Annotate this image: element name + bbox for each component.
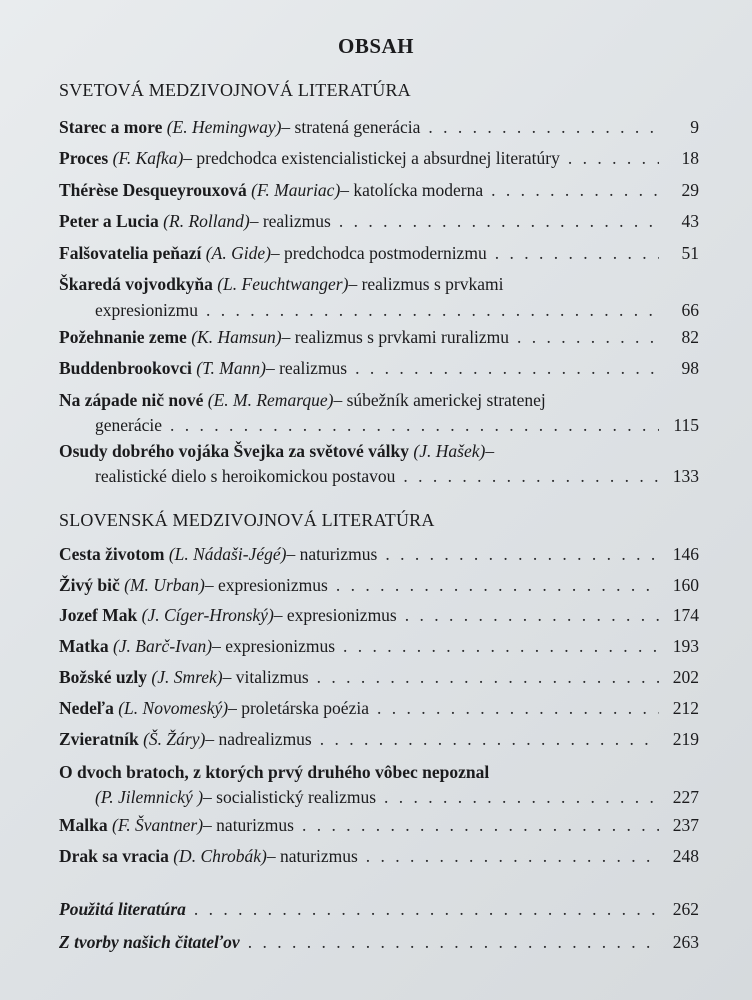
entry-desc: – súbežník americkej stratenej <box>333 390 546 410</box>
dot-leader <box>428 117 659 138</box>
toc-entry[interactable] <box>59 762 699 811</box>
dot-leader <box>336 575 659 596</box>
entry-author: (J. Hašek) <box>413 441 486 461</box>
entry-desc-cont: realistické dielo s heroikomickou postavou <box>95 466 396 486</box>
entry-author: (K. Hamsun) <box>191 327 282 347</box>
entry-page: 98 <box>681 358 699 378</box>
entry-desc: – naturizmus <box>203 815 294 835</box>
dot-leader <box>403 466 659 487</box>
section-heading-slovak: SLOVENSKÁ MEDZIVOJNOVÁ LITERATÚRA <box>59 510 435 530</box>
dot-leader <box>491 180 659 201</box>
entry-desc: – predchodca existencialistickej a absurdnej literatúry <box>183 148 560 168</box>
entry-author: (F. Švantner) <box>112 815 204 835</box>
entry-page: 237 <box>672 815 699 835</box>
entry-work: Z tvorby našich čitateľov <box>59 932 240 952</box>
entry-desc: – predchodca postmodernizmu <box>270 243 487 263</box>
entry-desc: – realizmus s prvkami <box>348 274 504 294</box>
entry-desc-cont: generácie <box>95 415 163 435</box>
entry-desc-cont: – socialistický realizmus <box>203 787 377 807</box>
dot-leader <box>248 932 659 953</box>
toc-entry[interactable] <box>59 605 699 629</box>
toc-entry[interactable] <box>59 667 699 691</box>
entry-desc-cont: expresionizmu <box>95 300 199 320</box>
toc-entry[interactable] <box>59 274 699 324</box>
entry-work: Na západe nič nové <box>59 390 204 410</box>
toc-entry[interactable] <box>59 180 699 204</box>
entry-author: (A. Gide) <box>205 243 271 263</box>
toc-entry[interactable] <box>59 211 699 235</box>
entry-work: Peter a Lucia <box>59 211 159 231</box>
dot-leader <box>317 667 659 688</box>
dot-leader <box>384 787 659 808</box>
toc-entry[interactable] <box>59 698 699 722</box>
dot-leader <box>366 846 659 867</box>
entry-author: (L. Feuchtwanger) <box>217 274 349 294</box>
toc-entry[interactable] <box>59 358 699 382</box>
entry-work: Zvieratník <box>59 729 139 749</box>
toc-entry[interactable] <box>59 243 699 267</box>
entry-author: (P. Jilemnický ) <box>95 787 204 807</box>
entry-desc: – proletárska poézia <box>228 698 369 718</box>
entry-work: Nedeľa <box>59 698 114 718</box>
entry-desc: – expresionizmus <box>204 575 328 595</box>
toc-entry[interactable] <box>59 575 699 599</box>
entry-work: O dvoch bratoch, z ktorých prvý druhého vôbec nepoznal <box>59 762 490 782</box>
entry-author: (J. Cíger-Hronský) <box>141 605 274 625</box>
entry-desc: – realizmus <box>265 358 348 378</box>
entry-author: (F. Kafka) <box>112 148 184 168</box>
page-title: OBSAH <box>337 34 415 58</box>
entry-work: Cesta životom <box>59 544 165 564</box>
entry-desc: – <box>485 441 495 461</box>
entry-page: 43 <box>681 211 699 231</box>
entry-page: 262 <box>672 899 699 919</box>
toc-entry[interactable] <box>59 729 699 753</box>
toc-entry[interactable] <box>59 148 699 172</box>
entry-work: Osudy dobrého vojáka Švejka za světové války <box>59 441 410 461</box>
toc-entry[interactable] <box>59 327 699 351</box>
entry-author: (M. Urban) <box>124 575 205 595</box>
entry-desc: – naturizmus <box>286 544 378 564</box>
entry-desc: – nadrealizmus <box>205 729 312 749</box>
toc-entry[interactable] <box>59 636 699 660</box>
entry-author: (R. Rolland) <box>163 211 250 231</box>
entry-desc: – stratená generácia <box>281 117 421 137</box>
dot-leader <box>320 729 659 750</box>
entry-desc: – realizmus s prvkami ruralizmu <box>281 327 510 347</box>
entry-work: Použitá literatúra <box>59 899 186 919</box>
toc-entry-references[interactable] <box>59 899 699 923</box>
entry-page: 82 <box>681 327 699 347</box>
dot-leader <box>339 211 659 232</box>
entry-work: Božské uzly <box>59 667 147 687</box>
dot-leader <box>206 300 659 321</box>
entry-page: 202 <box>672 667 699 687</box>
entry-author: (T. Mann) <box>196 358 266 378</box>
toc-entry[interactable] <box>59 544 699 568</box>
entry-desc: – realizmus <box>249 211 331 231</box>
toc-entry[interactable] <box>59 846 699 870</box>
entry-work: Matka <box>59 636 109 656</box>
entry-page: 66 <box>681 300 699 320</box>
entry-page: 51 <box>681 243 699 263</box>
entry-desc: – expresionizmus <box>212 636 336 656</box>
entry-work: Thérèse Desqueyrouxová <box>59 180 247 200</box>
dot-leader <box>405 605 659 626</box>
dot-leader <box>355 358 659 379</box>
dot-leader <box>170 415 659 436</box>
dot-leader <box>517 327 659 348</box>
entry-desc: – expresionizmus <box>273 605 397 625</box>
entry-work: Starec a more <box>59 117 163 137</box>
entry-author: (D. Chrobák) <box>173 846 267 866</box>
section-heading-world: SVETOVÁ MEDZIVOJNOVÁ LITERATÚRA <box>59 80 411 100</box>
dot-leader <box>568 148 659 169</box>
entry-work: Buddenbrookovci <box>59 358 192 378</box>
entry-author: (L. Novomeský) <box>118 698 229 718</box>
entry-work: Malka <box>59 815 108 835</box>
toc-entry[interactable] <box>59 441 699 490</box>
entry-desc: – naturizmus <box>266 846 358 866</box>
dot-leader <box>385 544 659 565</box>
dot-leader <box>377 698 659 719</box>
entry-page: 248 <box>672 846 699 866</box>
entry-page: 146 <box>672 544 699 564</box>
entry-page: 9 <box>690 117 699 137</box>
entry-page: 193 <box>672 636 699 656</box>
entry-page: 18 <box>681 148 699 168</box>
dot-leader <box>302 815 659 836</box>
entry-page: 219 <box>672 729 699 749</box>
entry-work: Falšovatelia peňazí <box>59 243 202 263</box>
entry-work: Drak sa vracia <box>59 846 169 866</box>
entry-work: Jozef Mak <box>59 605 138 625</box>
entry-work: Živý bič <box>59 575 120 595</box>
entry-author: (J. Smrek) <box>151 667 223 687</box>
entry-author: (Š. Žáry) <box>143 729 206 749</box>
entry-page: 29 <box>681 180 699 200</box>
entry-author: (F. Mauriac) <box>251 180 341 200</box>
entry-author: (E. Hemingway) <box>166 117 282 137</box>
entry-page: 160 <box>672 575 699 595</box>
entry-author: (J. Barč-Ivan) <box>112 636 213 656</box>
entry-desc: – vitalizmus <box>222 667 309 687</box>
entry-author: (L. Nádaši-Jégé) <box>168 544 287 564</box>
entry-page: 133 <box>672 466 699 486</box>
entry-page: 263 <box>672 932 699 952</box>
entry-author: (E. M. Remarque) <box>207 390 334 410</box>
entry-page: 115 <box>673 415 699 435</box>
entry-desc: – katolícka moderna <box>340 180 484 200</box>
entry-work: Požehnanie zeme <box>59 327 187 347</box>
entry-work: Škaredá vojvodkyňa <box>59 274 213 294</box>
dot-leader <box>495 243 659 264</box>
toc-entry[interactable] <box>59 815 699 839</box>
dot-leader <box>194 899 659 920</box>
entry-work: Proces <box>59 148 109 168</box>
entry-page: 212 <box>672 698 699 718</box>
toc-entry[interactable] <box>59 117 699 141</box>
toc-entry-readers[interactable] <box>59 932 699 956</box>
dot-leader <box>343 636 659 657</box>
entry-page: 174 <box>672 605 699 625</box>
entry-page: 227 <box>672 787 699 807</box>
toc-entry[interactable] <box>59 390 699 439</box>
